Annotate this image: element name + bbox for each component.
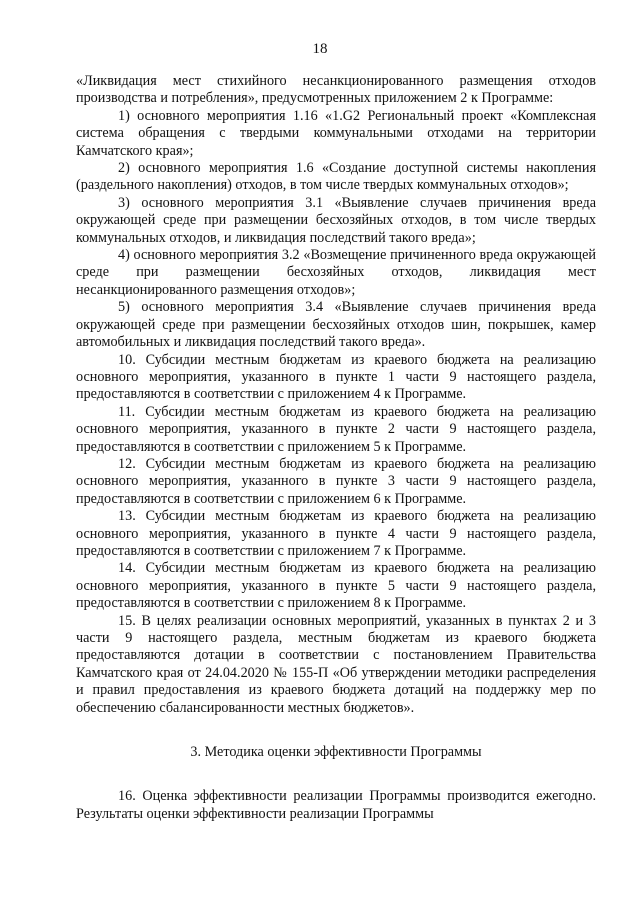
paragraph-clause-16: 16. Оценка эффективности реализации Программы производится ежегодно. Результаты оценки эффективности реализации Программы [76, 788, 596, 822]
paragraph-clause-11: 11. Субсидии местным бюджетам из краевого бюджета на реализацию основного мероприятия, указанного в пункте 2 части 9 настоящего раздела, предоставляются в соответствии с приложением 5 к Программе. [76, 403, 596, 455]
paragraph-clause-10: 10. Субсидии местным бюджетам из краевого бюджета на реализацию основного мероприятия, указанного в пункте 1 части 9 настоящего раздела, предоставляются в соответствии с приложением 4 к Программе. [76, 351, 596, 403]
page-number: 18 [312, 41, 328, 57]
document-body [76, 73, 596, 823]
paragraph-item-2: 2) основного мероприятия 1.6 «Создание доступной системы накопления (раздельного накопления) отходов, в том числе твердых коммунальных отходов»; [76, 160, 596, 194]
paragraph-clause-15: 15. В целях реализации основных мероприятий, указанных в пунктах 2 и 3 части 9 настоящего раздела, местным бюджетам из краевого бюджета предоставляются дотации в соответствии с постановлением Правительства Камчатского края от 24.04.2020 № 155-П «Об утверждении методики распределения и правил предоставления из краевого бюджета дотаций на поддержку мер по обеспечению сбалансированности местных бюджетов». [76, 612, 596, 716]
paragraph-item-4: 4) основного мероприятия 3.2 «Возмещение причиненного вреда окружающей среде при размещении бесхозяйных отходов, ликвидация мест несанкционированного размещения отходов»; [76, 247, 596, 298]
paragraph-clause-13: 13. Субсидии местным бюджетам из краевого бюджета на реализацию основного мероприятия, указанного в пункте 4 части 9 настоящего раздела, предоставляются в соответствии с приложением 7 к Программе. [76, 508, 596, 559]
paragraph-item-3: 3) основного мероприятия 3.1 «Выявление случаев причинения вреда окружающей среде при размещении бесхозяйных отходов, в том числе твердых коммунальных отходов, и ликвидация последствий такого вреда»; [76, 194, 596, 246]
paragraph-continuation: «Ликвидация мест стихийного несанкционированного размещения отходов производства и потребления», предусмотренных приложением 2 к Программе: [76, 73, 596, 107]
paragraph-clause-14: 14. Субсидии местным бюджетам из краевого бюджета на реализацию основного мероприятия, указанного в пункте 5 части 9 настоящего раздела, предоставляются в соответствии с приложением 8 к Программе. [76, 560, 596, 612]
section-heading: 3. Методика оценки эффективности Программы [190, 744, 482, 761]
paragraph-clause-12: 12. Субсидии местным бюджетам из краевого бюджета на реализацию основного мероприятия, указанного в пункте 3 части 9 настоящего раздела, предоставляются в соответствии с приложением 6 к Программе. [76, 455, 596, 507]
paragraph-item-1: 1) основного мероприятия 1.16 «1.G2 Региональный проект «Комплексная система обращения с твердыми коммунальными отходами на территории Камчатского края»; [76, 107, 596, 159]
paragraph-item-5: 5) основного мероприятия 3.4 «Выявление случаев причинения вреда окружающей среде при размещении бесхозяйных отходов шин, покрышек, камер автомобильных и ликвидация последствий такого вреда». [76, 299, 596, 351]
